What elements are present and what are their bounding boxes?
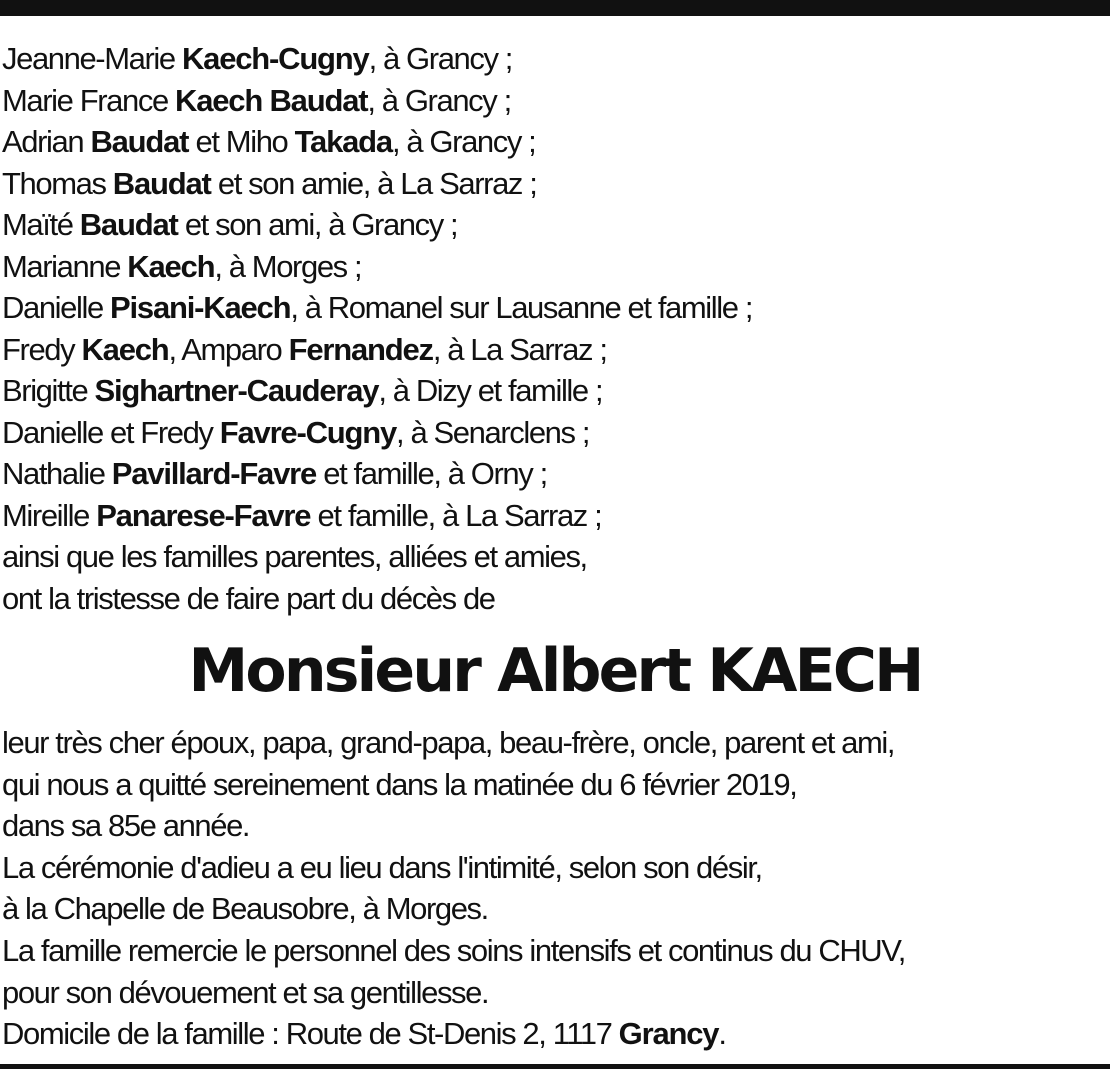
surname: Panarese-Favre [96,497,311,533]
notice-line [2,764,1108,806]
family-line [2,80,1108,122]
town-name: Grancy [618,1016,719,1052]
text-segment: La cérémonie d'adieu a eu lieu dans l'intimité, selon son désir, [2,849,762,885]
text-segment: , à Grancy ; [368,41,513,76]
family-line [2,329,1108,371]
surname: Kaech [81,331,169,367]
notice-line [2,888,1108,930]
text-segment: Adrian [2,124,91,159]
notice-body [2,722,1108,1055]
text-segment: , à La Sarraz ; [432,331,607,367]
text-segment: , à Morges ; [214,248,362,284]
notice-line [2,972,1108,1014]
top-rule [0,0,1110,16]
surname: Baudat [79,207,178,242]
surname: Fernandez [288,331,433,367]
text-segment: ont la tristesse de faire part du décès de [2,580,495,616]
text-segment: Danielle [2,290,111,325]
family-line [2,412,1108,454]
surname: Baudat [90,124,189,159]
family-line [2,453,1108,495]
text-segment: Mireille [2,497,97,533]
text-segment: , à Dizy et famille ; [378,373,603,408]
notice-line [2,847,1108,889]
text-segment: et Miho [188,124,295,159]
surname: Pavillard-Favre [111,456,317,491]
text-segment: , à Romanel sur Lausanne et famille ; [290,290,753,325]
family-line [2,370,1108,412]
surname: Takada [294,124,392,159]
text-segment: Marie France [2,82,176,118]
notice-line [2,805,1108,847]
text-segment: qui nous a quitté sereinement dans la matinée du 6 février 2019, [2,766,797,802]
text-segment: Domicile de la famille : Route de St-Denis 2, 1117 [2,1016,619,1052]
text-segment: et son ami, à Grancy ; [177,207,458,242]
text-segment: ainsi que les familles parentes, alliées et amies, [2,539,587,574]
surname: Kaech Baudat [175,82,368,118]
text-segment: Fredy [2,331,82,367]
family-line [2,536,1108,578]
notice-line [2,930,1108,972]
surname: Kaech [127,248,215,284]
notice-line [2,722,1108,764]
text-segment: Brigitte [2,373,95,408]
surname: Favre-Cugny [219,414,397,450]
deceased-name: Monsieur Albert KAECH [188,636,922,706]
family-line [2,246,1108,288]
text-segment: dans sa 85e année. [2,808,250,844]
text-segment: . [718,1016,726,1052]
text-segment: , à Grancy ; [367,82,511,118]
text-segment: Danielle et Fredy [2,414,220,450]
text-segment: Marianne [2,248,128,284]
text-segment: Maïté [2,207,80,242]
text-segment: et son amie, à La Sarraz ; [210,165,537,201]
text-segment: Nathalie [2,456,112,491]
family-line [2,287,1108,329]
surname: Sighartner-Cauderay [94,373,379,408]
text-segment: Jeanne-Marie [2,41,182,76]
text-segment: Thomas [2,165,113,201]
surname: Baudat [112,165,211,201]
family-line [2,495,1108,537]
text-segment: , Amparo [168,331,289,367]
text-segment: , à Senarclens ; [396,414,590,450]
text-segment: et famille, à La Sarraz ; [310,497,602,533]
family-list [2,38,1108,619]
family-line [2,163,1108,205]
notice-line [2,1013,1108,1055]
text-segment: pour son dévouement et sa gentillesse. [2,974,489,1010]
text-segment: , à Grancy ; [391,124,536,159]
bottom-rule [0,1064,1110,1069]
family-line [2,578,1108,620]
family-line [2,204,1108,246]
text-segment: et famille, à Orny ; [316,456,547,491]
family-line [2,121,1108,163]
text-segment: leur très cher époux, papa, grand-papa, beau-frère, oncle, parent et ami, [2,725,895,760]
text-segment: à la Chapelle de Beausobre, à Morges. [2,891,488,927]
surname: Pisani-Kaech [110,290,291,325]
surname: Kaech-Cugny [181,41,369,76]
family-line [2,38,1108,80]
text-segment: La famille remercie le personnel des soins intensifs et continus du CHUV, [2,932,905,968]
